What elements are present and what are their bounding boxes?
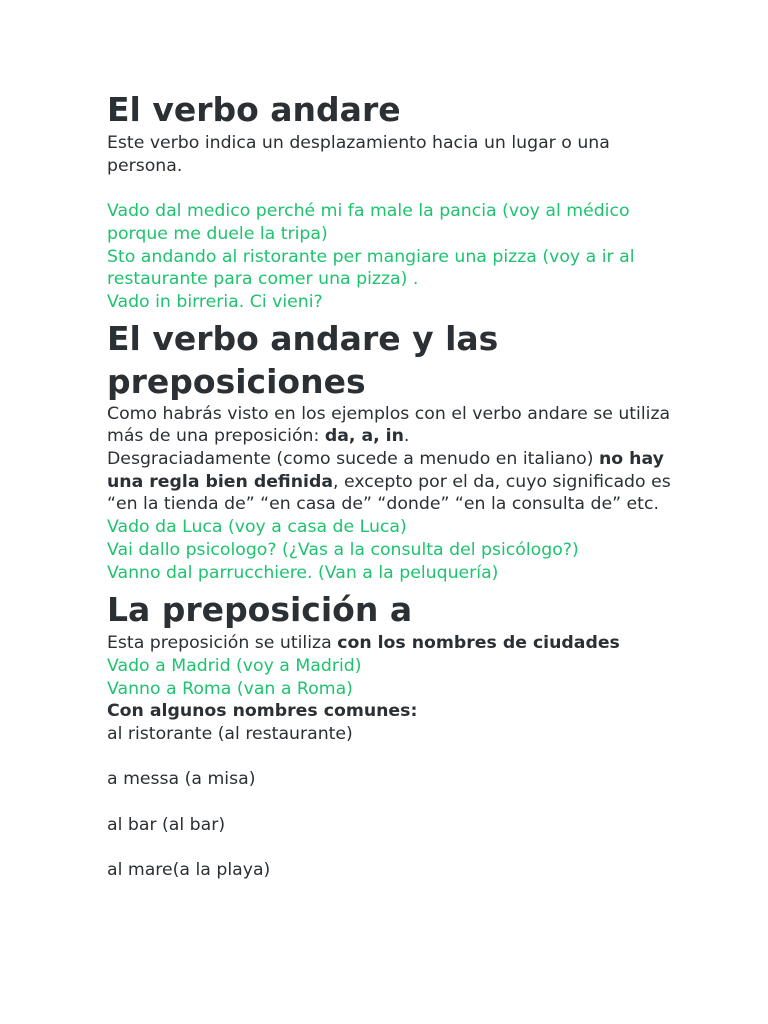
example-sentence: Vado in birreria. Ci vieni?: [107, 291, 323, 312]
document-page: [107, 88, 687, 882]
paragraph: [107, 448, 687, 516]
example-sentence: Vai dallo psicologo? (¿Vas a la consulta del psicólogo?): [107, 539, 579, 560]
heading-line: El verbo andare y las: [107, 318, 499, 358]
text-run: , excepto por el da, cuyo significado es “en la tienda de” “en casa de” “donde” “en la consulta de” etc.: [107, 471, 671, 515]
subheading: [107, 700, 687, 723]
example-sentence: Vanno dal parrucchiere. (Van a la peluquería): [107, 562, 499, 583]
section-heading-preposicion-a: La preposición a: [107, 590, 413, 630]
section-intro: Este verbo indica un desplazamiento hacia un lugar o una persona.: [107, 133, 610, 176]
list-item: al mare(a la playa): [107, 860, 271, 881]
section-heading-verbo-andare: El verbo andare: [107, 90, 401, 129]
spacer: [107, 177, 687, 200]
bold-text: Con algunos nombres comunes:: [107, 701, 418, 722]
paragraph: [107, 632, 687, 655]
spacer: [107, 791, 687, 814]
bold-text: no hay una regla bien definida: [107, 449, 664, 492]
text-run: .: [403, 426, 410, 447]
text-run: Esta preposición se utiliza: [107, 633, 338, 654]
example-sentence: Vado da Luca (voy a casa de Luca): [107, 517, 407, 538]
bold-text: con los nombres de ciudades: [337, 633, 620, 654]
example-sentence: Sto andando al ristorante per mangiare una pizza (voy a ir al restaurante para comer una pizza) .: [107, 246, 635, 290]
list-item: al bar (al bar): [107, 814, 226, 835]
list-item: al ristorante (al restaurante): [107, 724, 353, 745]
spacer: [107, 837, 687, 860]
list-item: a messa (a misa): [107, 769, 256, 790]
text-run: Como habrás visto en los ejemplos con el verbo andare se utiliza más de una preposición:: [107, 403, 671, 447]
paragraph: [107, 403, 687, 448]
spacer: [107, 746, 687, 769]
example-sentence: Vado dal medico perché mi fa male la pancia (voy al médico porque me duele la tripa): [107, 201, 630, 244]
example-sentence: Vado a Madrid (voy a Madrid): [107, 655, 362, 676]
bold-text: da, a, in: [324, 426, 404, 447]
example-sentence: Vanno a Roma (van a Roma): [107, 678, 353, 699]
heading-line: preposiciones: [107, 361, 366, 401]
section-heading-preposiciones: [107, 317, 687, 403]
text-run: Desgraciadamente (como sucede a menudo en italiano): [107, 449, 599, 470]
